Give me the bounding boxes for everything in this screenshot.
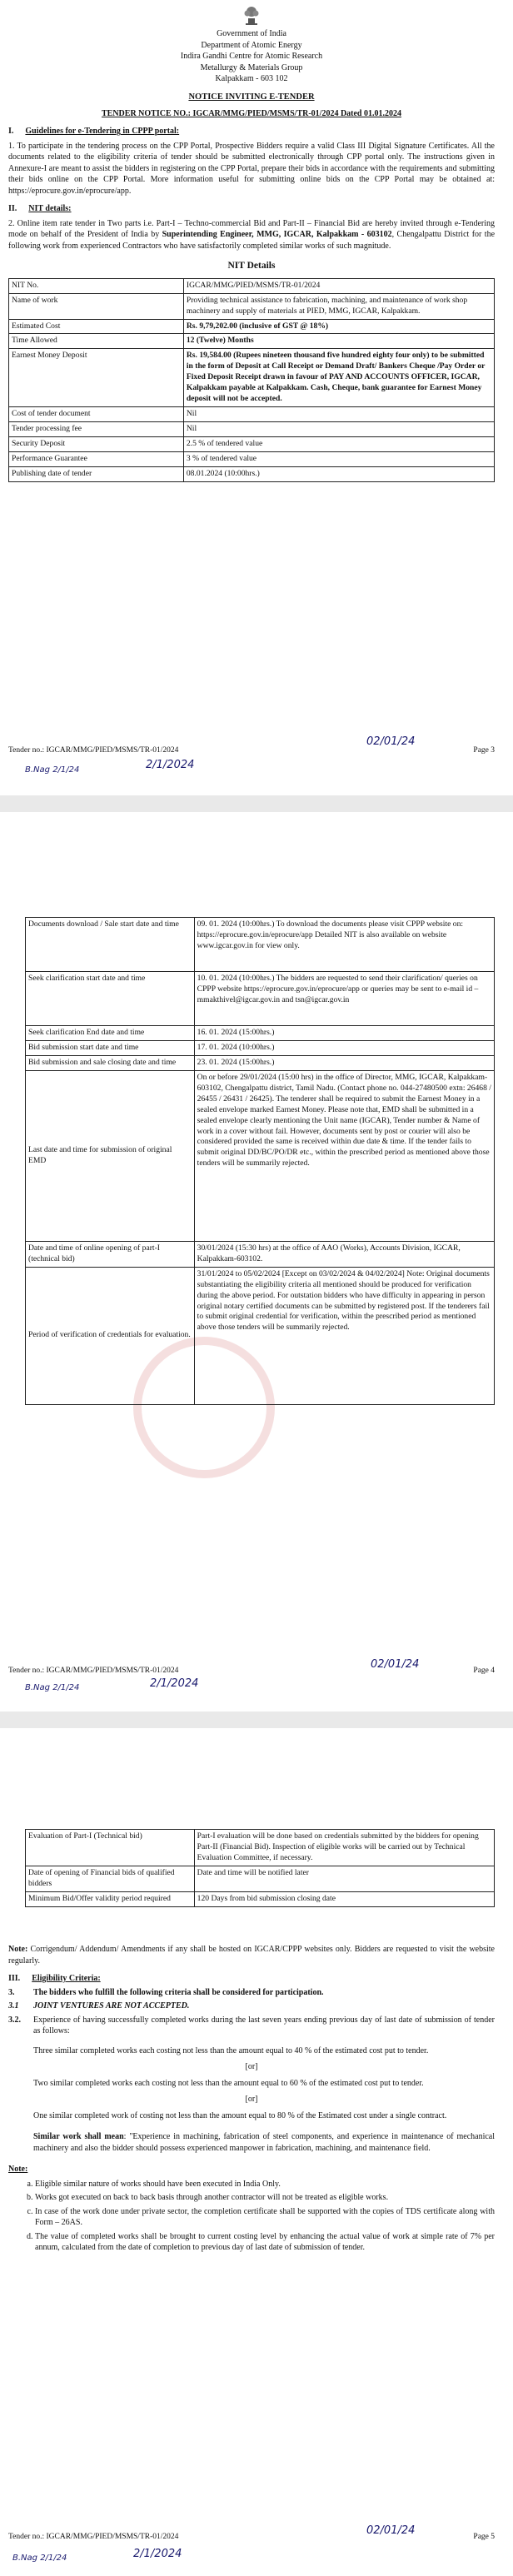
- criteria-number: 3.2.: [8, 2015, 21, 2025]
- table-cell-key: Last date and time for submission of original EMD: [26, 1070, 195, 1241]
- nit-details-table: [8, 278, 495, 482]
- table-cell-key: Performance Guarantee: [9, 451, 184, 466]
- footer-tender-no: Tender no.: IGCAR/MMG/PIED/MSMS/TR-01/2024: [8, 746, 179, 755]
- list-item: b. Works got executed on back to back basis through another contractor will not be treated as eligible works.: [35, 2192, 495, 2204]
- signature-date: 02/01/24: [366, 2524, 416, 2537]
- signature: [366, 735, 415, 750]
- section-title: NIT details:: [28, 204, 72, 214]
- note-text: Corrigendum/ Addendum/ Amendments if any shall be hosted on IGCAR/CPPP websites only. Bidders are requested to visit the website regularly.: [8, 1945, 495, 1966]
- table-row: [26, 1267, 495, 1404]
- paragraph: 1. To participate in the tendering process on the CPP Portal, Prospective Bidders require a valid Class III Digital Signature Certificates. All the documents related to the eligibility criteria of tender should be submitted electronically through CPP portal only. The instructions given in Annexure-I are meant to assist the bidders in registering on the CPP Portal, prepare their bids in accordance with the requirements and submitting their bids online on the CPP Portal. More information useful for submitting online bids on the CPP Portal may be obtained at: https://eprocure.gov.in/eprocure/app.: [8, 141, 495, 196]
- criteria-item: [8, 2001, 495, 2012]
- table-cell-value: Rs. 9,79,202.00 (inclusive of GST @ 18%): [183, 319, 494, 334]
- table-cell-key: Earnest Money Deposit: [9, 349, 184, 407]
- document-page-4: [0, 812, 513, 1712]
- signature-date: 2/1/24: [40, 2554, 67, 2563]
- table-cell-key: Documents download / Sale start date and time: [26, 918, 195, 972]
- table-cell-value: 12 (Twelve) Months: [183, 334, 494, 349]
- table-cell-value: IGCAR/MMG/PIED/MSMS/TR-01/2024: [183, 278, 494, 293]
- signature-name: B.Nag: [25, 1683, 50, 1692]
- signature: [150, 1677, 198, 1692]
- signature-name: B.Nag: [25, 765, 50, 775]
- table-cell-key: Date of opening of Financial bids of qualified bidders: [26, 1866, 195, 1891]
- document-page-5: [0, 1728, 513, 2576]
- criteria-item: [8, 2015, 495, 2037]
- table-cell-key: Seek clarification End date and time: [26, 1026, 195, 1041]
- page-separator: [0, 795, 513, 812]
- table-row: [26, 918, 495, 972]
- letterhead-line: Metallurgy & Materials Group: [200, 62, 303, 72]
- table-cell-key: Period of verification of credentials for evaluation.: [26, 1267, 195, 1404]
- signature-date: 2/1/24: [52, 1683, 80, 1692]
- national-emblem-icon: [242, 2, 261, 27]
- letterhead-line: Indira Gandhi Centre for Atomic Research: [180, 52, 323, 61]
- table-row: [26, 972, 495, 1026]
- table-cell-key: Seek clarification start date and time: [26, 972, 195, 1026]
- page-separator: [0, 1712, 513, 1728]
- criteria-number: 3.1: [8, 2001, 19, 2010]
- table-row: [9, 436, 495, 451]
- notes-list: [8, 2179, 495, 2254]
- letterhead-line: Kalpakkam - 603 102: [215, 74, 288, 83]
- table-cell-value: Nil: [183, 422, 494, 437]
- table-cell-key: Time Allowed: [9, 334, 184, 349]
- section-number: III.: [8, 1974, 21, 1983]
- or-separator: [or]: [245, 2095, 258, 2104]
- table-cell-key: Tender processing fee: [9, 422, 184, 437]
- table-row: [9, 451, 495, 466]
- list-item: a. Eligible similar nature of works should have been executed in India Only.: [35, 2179, 495, 2190]
- table-cell-value: 09. 01. 2024 (10:00hrs.) To download the documents please visit CPPP website on: https://eprocure.gov.in/eprocure/app Detailed NIT is also available on website www.igcar.gov.in for view only.: [194, 918, 494, 972]
- table-cell-key: Name of work: [9, 293, 184, 319]
- table-cell-value: Nil: [183, 407, 494, 422]
- page-footer: [8, 1666, 495, 1677]
- note: [8, 1944, 495, 1966]
- table-cell-value: 3 % of tendered value: [183, 451, 494, 466]
- table-cell-value: Rs. 19,584.00 (Rupees nineteen thousand five hundred eighty four only) to be submitted in the form of Deposit at Call Receipt or Demand Draft/ Bankers Cheque /Pay Order or Fixed Deposit Receipt drawn in favour of PAY AND ACCOUNTS OFFICER, IGCAR, Kalpakkam payable at Kalpakkam. Cash, Cheque, bank guarantee for Earnest Money deposit will not be accepted.: [183, 349, 494, 407]
- list-item: d. The value of completed works shall be brought to current costing level by enhancing the actual value of work at simple rate of 7% per annum, calculated from the date of completion to previous day of last date of submission of tender.: [35, 2231, 495, 2254]
- criteria-option: Three similar completed works each costing not less than the amount equal to 40 % of the estimated cost put to tender.: [33, 2045, 429, 2055]
- page-number: Page 4: [473, 1667, 495, 1675]
- table-row: [26, 1026, 495, 1041]
- notes-heading: Note:: [8, 2165, 28, 2174]
- signature: [371, 1657, 419, 1672]
- section-title: Guidelines for e-Tendering in CPPP portal:: [25, 127, 180, 137]
- signature: [146, 758, 194, 773]
- table-row: [26, 1241, 495, 1267]
- table-row: [26, 1830, 495, 1866]
- page-footer: [8, 2532, 495, 2543]
- note-label: Note:: [8, 1945, 28, 1954]
- table-cell-key: Bid submission and sale closing date and time: [26, 1055, 195, 1070]
- table-row: [26, 1070, 495, 1241]
- signature: [25, 1682, 79, 1694]
- footer-tender-no: Tender no.: IGCAR/MMG/PIED/MSMS/TR-01/2024: [8, 2533, 179, 2541]
- list-item: c. In case of the work done under private sector, the completion certificate shall be supported with the copies of TDS certificate along with Form – 26AS.: [35, 2206, 495, 2229]
- signature: [25, 765, 79, 776]
- table-cell-value: 120 Days from bid submission closing date: [194, 1891, 494, 1906]
- signature-date: 2/1/24: [52, 765, 80, 775]
- table-cell-key: Minimum Bid/Offer validity period required: [26, 1891, 195, 1906]
- table-cell-value: Date and time will be notified later: [194, 1866, 494, 1891]
- table-cell-value: Providing technical assistance to fabrication, machining, and maintenance of work shop machinery and supply of materials at PIED, MMG, IGCAR, Kalpakkam.: [183, 293, 494, 319]
- table-row: [9, 278, 495, 293]
- table-cell-value: 08.01.2024 (10:00hrs.): [183, 466, 494, 481]
- table-cell-key: NIT No.: [9, 278, 184, 293]
- similar-work-label: Similar work shall mean: [33, 2132, 124, 2141]
- footer-tender-no: Tender no.: IGCAR/MMG/PIED/MSMS/TR-01/2024: [8, 1667, 179, 1675]
- page-number: Page 3: [473, 746, 495, 755]
- nit-table-title: NIT Details: [227, 261, 276, 272]
- page-footer: [8, 745, 495, 756]
- table-cell-value: On or before 29/01/2024 (15:00 hrs) in the office of Director, MMG, IGCAR, Kalpakkam-603102, Chengalpattu district, Tamil Nadu. (Contact phone no. 044-27480500 extn: 26468 / 26455 / 26431 / 26425). The tenderer shall be required to submit the Earnest Money in a sealed envelope marked Earnest Money. Please note that, EMD shall be submitted in a sealed envelope clearly mentioning the Unit name (IGCAR), Tender number & Name of work in a cover without fail. However, documents sent by post or courier will also be considered provided the same is received within due date & time. If the tender fails to submit original DD/BC/PO/DR etc., within the prescribed period as mentioned above those tenders will be summarily rejected.: [194, 1070, 494, 1241]
- section-heading: [8, 203, 495, 215]
- signature: [366, 2524, 415, 2539]
- table-cell-key: Security Deposit: [9, 436, 184, 451]
- table-cell-key: Evaluation of Part-I (Technical bid): [26, 1830, 195, 1866]
- table-row: [26, 1891, 495, 1906]
- table-row: [9, 422, 495, 437]
- paragraph-text: , Chengalpattu District for the following work from experienced Contractors who have satisfactorily completed similar works of such magnitude.: [8, 230, 496, 251]
- page-number: Page 5: [473, 2533, 495, 2541]
- criteria-text: JOINT VENTURES ARE NOT ACCEPTED.: [33, 2001, 190, 2010]
- signature-date: 2/1/2024: [133, 2548, 182, 2560]
- tender-number: TENDER NOTICE NO.: IGCAR/MMG/PIED/MSMS/TR-01/2024 Dated 01.01.2024: [101, 108, 401, 118]
- criteria-option: Two similar completed works each costing not less than the amount equal to 60 % of the estimated cost put to tender.: [33, 2078, 424, 2088]
- table-row: [9, 334, 495, 349]
- table-cell-key: Publishing date of tender: [9, 466, 184, 481]
- document-title: NOTICE INVITING E-TENDER: [188, 92, 315, 102]
- signature-name: B.Nag: [12, 2554, 37, 2563]
- table-cell-value: 23. 01. 2024 (15:00hrs.): [194, 1055, 494, 1070]
- table-cell-value: 31/01/2024 to 05/02/2024 [Except on 03/02/2024 & 04/02/2024] Note: Original documents substantiating the eligibility criteria all mentioned should be produced for verification during the above period. For outstation bidders who have difficulty in appearing in person original notary certified documents can be submitted by registered post. If the tenderers fail to submit original credential for verification, within the prescribed period as mentioned above those tenders will be summarily rejected.: [194, 1267, 494, 1404]
- signature-date: 02/01/24: [366, 735, 416, 748]
- similar-work-text: : "Experience in machining, fabrication of steel components, and experience in maintenance of mechanical machinery and also the bidder should possess experienced manpower in fabrication, machining, and maintenance field.: [33, 2132, 496, 2153]
- signature-date: 2/1/2024: [150, 1677, 199, 1690]
- section-heading: [8, 126, 495, 137]
- criteria-text: The bidders who fulfill the following criteria shall be considered for participation.: [33, 1987, 324, 1997]
- table-row: [26, 1866, 495, 1891]
- table-row: [26, 1040, 495, 1055]
- letterhead-line: Department of Atomic Energy: [201, 40, 302, 50]
- paragraph-text-bold: Superintending Engineer, MMG, IGCAR, Kalpakkam - 603102: [162, 230, 392, 240]
- signature-date: 2/1/2024: [146, 759, 195, 771]
- criteria-item: [8, 1987, 495, 1999]
- table-cell-value: 10. 01. 2024 (10:00hrs.) The bidders are requested to send their clarification/ queries on CPPP website https://eprocure.gov.in/eprocure/app or queries may be sent to e-mail id – mmakthivel@igcar.gov.in and tsn@igcar.gov.in: [194, 972, 494, 1026]
- table-cell-key: Estimated Cost: [9, 319, 184, 334]
- section-heading: [8, 1973, 495, 1985]
- table-cell-value: 30/01/2024 (15:30 hrs) at the office of AAO (Works), Accounts Division, IGCAR, Kalpakkam-603102.: [194, 1241, 494, 1267]
- evaluation-table: [25, 1829, 495, 1907]
- table-row: [9, 293, 495, 319]
- criteria-option: One similar completed work of costing not less than the amount equal to 80 % of the Estimated cost under a single contract.: [33, 2110, 447, 2120]
- table-cell-key: Date and time of online opening of part-I (technical bid): [26, 1241, 195, 1267]
- letterhead-line: Government of India: [217, 29, 286, 38]
- criteria-text: Experience of having successfully completed works during the last seven years ending previous day of last date of submission of tender as follows:: [33, 2015, 495, 2035]
- section-title: Eligibility Criteria:: [32, 1974, 101, 1983]
- table-cell-value: 2.5 % of tendered value: [183, 436, 494, 451]
- paragraph: [8, 218, 495, 252]
- table-cell-key: Cost of tender document: [9, 407, 184, 422]
- section-number: II.: [8, 204, 17, 214]
- table-row: [26, 1055, 495, 1070]
- table-cell-value: 16. 01. 2024 (15:00hrs.): [194, 1026, 494, 1041]
- section-number: I.: [8, 127, 14, 137]
- table-row: [9, 466, 495, 481]
- table-row: [9, 407, 495, 422]
- table-row: [9, 349, 495, 407]
- signature-date: 02/01/24: [371, 1658, 420, 1671]
- paragraph-text: 2. Online item rate tender in Two parts i.e. Part-I – Techno-commercial Bid and Part-II – Financial Bid are hereby invited through e-Tendering mode on behalf of the President of India by: [8, 218, 495, 240]
- table-row: [9, 319, 495, 334]
- or-separator: [or]: [245, 2062, 258, 2071]
- similar-work-definition: [8, 2131, 495, 2154]
- table-cell-value: 17. 01. 2024 (10:00hrs.): [194, 1040, 494, 1055]
- table-cell-key: Bid submission start date and time: [26, 1040, 195, 1055]
- signature: [12, 2553, 67, 2564]
- criteria-number: 3.: [8, 1987, 15, 1997]
- letterhead: [8, 28, 495, 85]
- signature: [133, 2547, 182, 2562]
- schedule-table: [25, 917, 495, 1405]
- table-cell-value: Part-I evaluation will be done based on credentials submitted by the bidders for opening Part-II (Financial Bid). Inspection of eligible works will be carried out by Technical Evaluation Committee, if necessary.: [194, 1830, 494, 1866]
- document-page-3: [0, 0, 513, 795]
